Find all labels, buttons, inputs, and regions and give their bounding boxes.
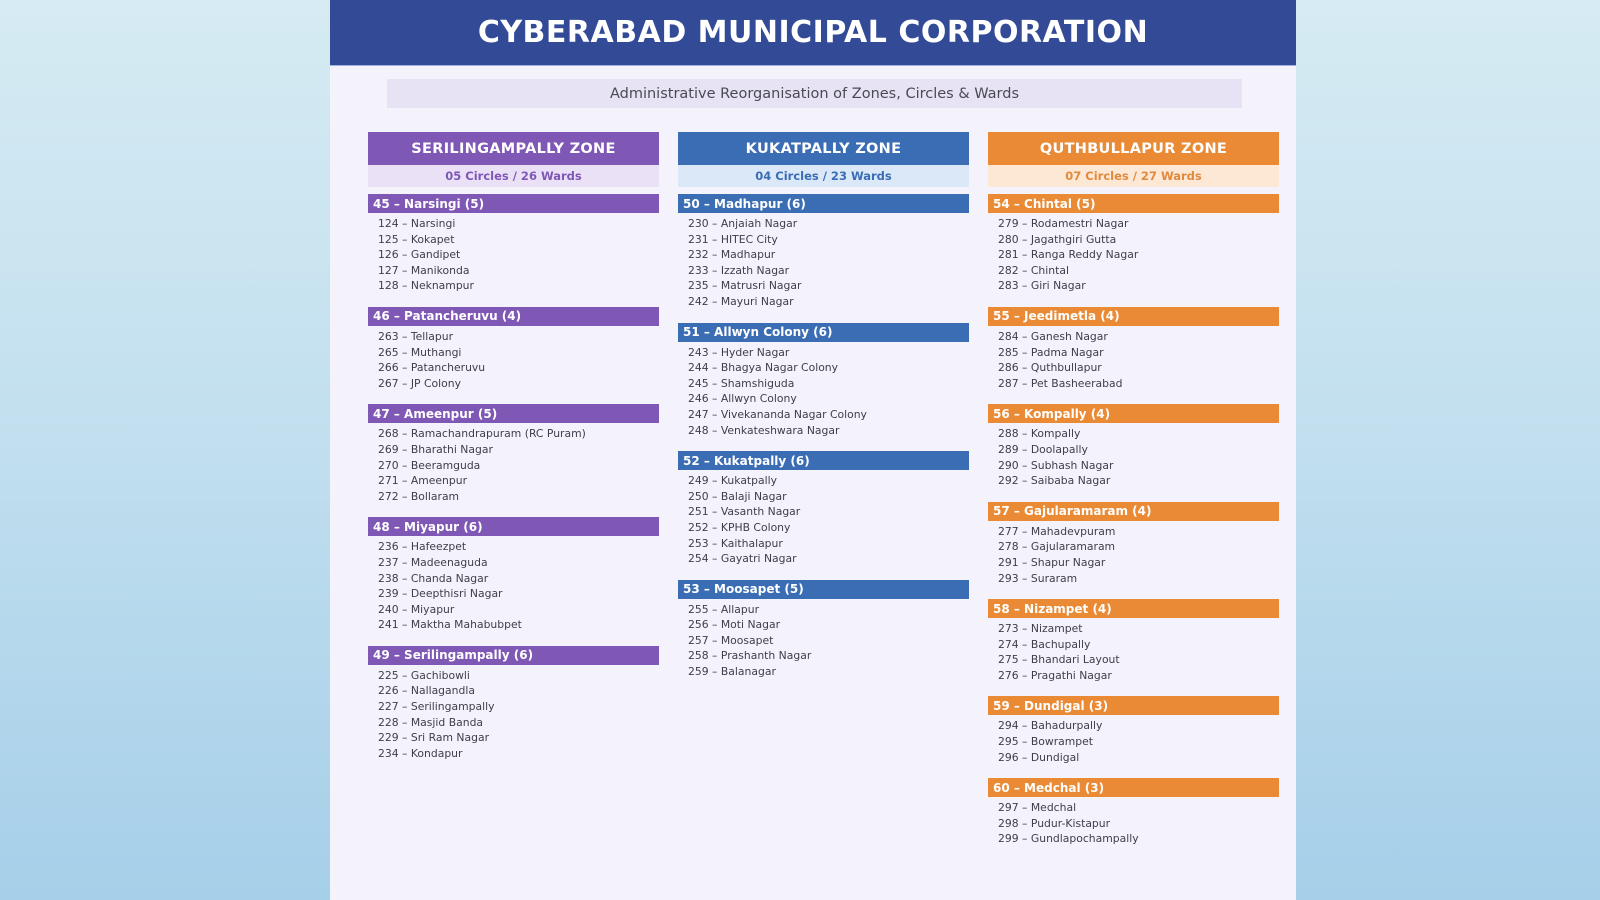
circle-block — [988, 778, 1279, 847]
circle-title: 46 – Patancheruvu (4) — [368, 307, 659, 326]
ward-item: 237 – Madeenaguda — [378, 555, 488, 569]
ward-item: 234 – Kondapur — [378, 746, 463, 760]
ward-item: 288 – Kompally — [998, 427, 1081, 441]
ward-item: 272 – Bollaram — [378, 489, 460, 503]
ward-list — [988, 524, 1279, 586]
ward-list — [678, 216, 969, 310]
circle-title: 50 – Madhapur (6) — [678, 194, 969, 213]
ward-item: 252 – KPHB Colony — [688, 520, 791, 534]
ward-item: 267 – JP Colony — [378, 376, 461, 390]
circle-block — [678, 451, 969, 567]
ward-item: 289 – Doolapally — [998, 442, 1088, 456]
circle-title: 49 – Serilingampally (6) — [368, 646, 659, 665]
ward-item: 297 – Medchal — [998, 801, 1077, 815]
ward-list — [368, 329, 659, 391]
circle-block — [678, 580, 969, 680]
ward-list — [988, 216, 1279, 294]
ward-list — [678, 602, 969, 680]
ward-item: 268 – Ramachandrapuram (RC Puram) — [378, 427, 586, 441]
circle-title: 51 – Allwyn Colony (6) — [678, 323, 969, 342]
ward-item: 243 – Hyder Nagar — [688, 345, 790, 359]
ward-item: 295 – Bowrampet — [998, 735, 1094, 749]
ward-item: 287 – Pet Basheerabad — [998, 376, 1123, 390]
ward-item: 126 – Gandipet — [378, 248, 461, 262]
ward-item: 233 – Izzath Nagar — [688, 263, 790, 277]
ward-item: 269 – Bharathi Nagar — [378, 442, 493, 456]
ward-item: 290 – Subhash Nagar — [998, 458, 1114, 472]
circle-title: 45 – Narsingi (5) — [368, 194, 659, 213]
ward-item: 125 – Kokapet — [378, 232, 455, 246]
ward-list — [368, 426, 659, 504]
ward-item: 239 – Deepthisri Nagar — [378, 587, 503, 601]
header-banner — [330, 0, 1296, 66]
ward-item: 292 – Saibaba Nagar — [998, 474, 1111, 488]
ward-item: 236 – Hafeezpet — [378, 540, 467, 554]
ward-list — [368, 668, 659, 762]
circle-title: 60 – Medchal (3) — [988, 778, 1279, 797]
ward-item: 282 – Chintal — [998, 263, 1069, 277]
ward-item: 245 – Shamshiguda — [688, 376, 795, 390]
ward-item: 247 – Vivekananda Nagar Colony — [688, 407, 867, 421]
ward-item: 232 – Madhapur — [688, 248, 776, 262]
ward-list — [678, 473, 969, 567]
circle-block — [678, 194, 969, 310]
ward-item: 254 – Gayatri Nagar — [688, 552, 797, 566]
ward-item: 275 – Bhandari Layout — [998, 653, 1120, 667]
ward-item: 124 – Narsingi — [378, 217, 456, 230]
ward-item: 226 – Nallagandla — [378, 684, 475, 698]
circle-title: 55 – Jeedimetla (4) — [988, 307, 1279, 326]
document-panel — [330, 0, 1296, 900]
ward-list — [678, 345, 969, 439]
ward-item: 281 – Ranga Reddy Nagar — [998, 248, 1139, 262]
ward-item: 250 – Balaji Nagar — [688, 489, 787, 503]
circle-title: 59 – Dundigal (3) — [988, 696, 1279, 715]
circle-title: 56 – Kompally (4) — [988, 404, 1279, 423]
circle-title: 58 – Nizampet (4) — [988, 599, 1279, 618]
ward-item: 257 – Moosapet — [688, 633, 774, 647]
circle-block — [988, 307, 1279, 391]
ward-item: 253 – Kaithalapur — [688, 536, 783, 550]
ward-item: 128 – Neknampur — [378, 279, 474, 293]
circle-block — [988, 599, 1279, 683]
circle-block — [368, 194, 659, 294]
ward-list — [988, 800, 1279, 847]
ward-item: 244 – Bhagya Nagar Colony — [688, 361, 839, 375]
ward-item: 227 – Serilingampally — [378, 700, 495, 714]
ward-item: 238 – Chanda Nagar — [378, 571, 489, 585]
ward-item: 249 – Kukatpally — [688, 474, 778, 488]
ward-item: 263 – Tellapur — [378, 329, 454, 343]
circle-title: 54 – Chintal (5) — [988, 194, 1279, 213]
ward-item: 298 – Pudur-Kistapur — [998, 816, 1111, 830]
page-title: CYBERABAD MUNICIPAL CORPORATION — [477, 15, 1149, 50]
circle-block — [678, 323, 969, 439]
circle-block — [988, 194, 1279, 294]
ward-item: 230 – Anjaiah Nagar — [688, 217, 798, 230]
ward-item: 258 – Prashanth Nagar — [688, 649, 812, 663]
ward-list — [988, 426, 1279, 488]
ward-item: 235 – Matrusri Nagar — [688, 279, 802, 293]
ward-item: 296 – Dundigal — [998, 750, 1080, 764]
ward-item: 251 – Vasanth Nagar — [688, 505, 801, 519]
ward-item: 255 – Allapur — [688, 602, 760, 616]
circle-block — [368, 517, 659, 633]
ward-item: 241 – Maktha Mahabubpet — [378, 618, 522, 632]
zone-column — [678, 132, 969, 860]
ward-item: 286 – Quthbullapur — [998, 361, 1102, 375]
ward-item: 276 – Pragathi Nagar — [998, 668, 1112, 682]
ward-item: 278 – Gajularamaram — [998, 540, 1116, 554]
circle-block — [368, 307, 659, 391]
ward-item: 284 – Ganesh Nagar — [998, 329, 1108, 343]
ward-item: 228 – Masjid Banda — [378, 715, 484, 729]
ward-item: 280 – Jagathgiri Gutta — [998, 232, 1117, 246]
ward-item: 283 – Giri Nagar — [998, 279, 1086, 293]
ward-item: 246 – Allwyn Colony — [688, 392, 797, 406]
ward-item: 270 – Beeramguda — [378, 458, 481, 472]
ward-item: 225 – Gachibowli — [378, 668, 470, 682]
circle-block — [988, 404, 1279, 488]
zone-column — [368, 132, 659, 860]
ward-item: 271 – Ameenpur — [378, 474, 468, 488]
ward-item: 265 – Muthangi — [378, 345, 462, 359]
ward-item: 293 – Suraram — [998, 571, 1078, 585]
circle-block — [988, 502, 1279, 586]
ward-item: 256 – Moti Nagar — [688, 618, 781, 632]
circle-title: 53 – Moosapet (5) — [678, 580, 969, 599]
zone-title: KUKATPALLY ZONE — [678, 132, 969, 165]
circle-title: 48 – Miyapur (6) — [368, 517, 659, 536]
ward-item: 127 – Manikonda — [378, 263, 470, 277]
ward-item: 277 – Mahadevpuram — [998, 524, 1116, 538]
zone-summary: 07 Circles / 27 Wards — [988, 165, 1279, 187]
ward-item: 279 – Rodamestri Nagar — [998, 217, 1129, 230]
ward-item: 229 – Sri Ram Nagar — [378, 731, 490, 745]
zone-title: QUTHBULLAPUR ZONE — [988, 132, 1279, 165]
circle-title: 52 – Kukatpally (6) — [678, 451, 969, 470]
ward-item: 274 – Bachupally — [998, 637, 1091, 651]
subtitle-band: Administrative Reorganisation of Zones, Circles & Wards — [387, 79, 1242, 108]
circle-block — [988, 696, 1279, 765]
zone-columns — [368, 132, 1280, 860]
ward-item: 285 – Padma Nagar — [998, 345, 1104, 359]
ward-list — [988, 718, 1279, 765]
ward-item: 231 – HITEC City — [688, 232, 778, 246]
ward-item: 266 – Patancheruvu — [378, 361, 486, 375]
ward-list — [368, 216, 659, 294]
ward-item: 294 – Bahadurpally — [998, 719, 1103, 733]
circle-block — [368, 646, 659, 762]
ward-item: 259 – Balanagar — [688, 665, 776, 679]
ward-item: 248 – Venkateshwara Nagar — [688, 423, 840, 437]
zone-summary: 05 Circles / 26 Wards — [368, 165, 659, 187]
ward-item: 240 – Miyapur — [378, 602, 455, 616]
zone-column — [988, 132, 1279, 860]
ward-list — [988, 621, 1279, 683]
ward-list — [368, 539, 659, 633]
ward-item: 273 – Nizampet — [998, 622, 1083, 636]
ward-list — [988, 329, 1279, 391]
ward-item: 242 – Mayuri Nagar — [688, 294, 794, 308]
ward-item: 291 – Shapur Nagar — [998, 555, 1106, 569]
zone-title: SERILINGAMPALLY ZONE — [368, 132, 659, 165]
zone-summary: 04 Circles / 23 Wards — [678, 165, 969, 187]
circle-title: 57 – Gajularamaram (4) — [988, 502, 1279, 521]
circle-block — [368, 404, 659, 504]
circle-title: 47 – Ameenpur (5) — [368, 404, 659, 423]
ward-item: 299 – Gundlapochampally — [998, 832, 1139, 846]
